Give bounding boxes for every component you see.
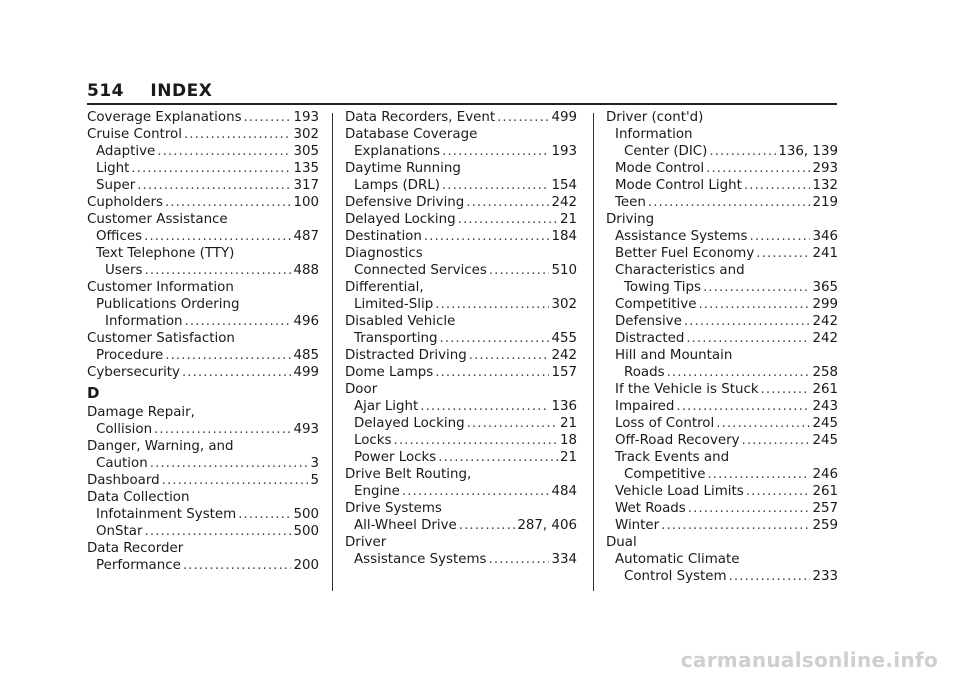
index-entry: [87, 489, 319, 506]
entry-term: Collision: [96, 422, 153, 437]
entry-page: 242: [812, 331, 838, 346]
dot-leader: [182, 364, 291, 381]
entry-page: 135: [293, 161, 319, 176]
index-entry: [87, 404, 319, 421]
entry-term: Coverage Explanations: [87, 110, 242, 125]
entry-page: 500: [293, 507, 319, 522]
entry-term: Super: [96, 178, 136, 193]
entry-page: 243: [812, 399, 838, 414]
dot-leader: [467, 415, 558, 432]
entry-term: Adaptive: [96, 144, 156, 159]
dot-leader: [154, 421, 291, 438]
dot-leader: [183, 557, 292, 574]
dot-leader: [184, 126, 292, 143]
entry-term: Customer Satisfaction: [87, 331, 235, 346]
entry-term: Dual: [606, 535, 637, 550]
dot-leader: [442, 143, 549, 160]
entry-page: 493: [293, 422, 319, 437]
entry-term: Data Recorder: [87, 541, 184, 556]
index-entry: [345, 177, 577, 194]
entry-term: Defensive Driving: [345, 195, 465, 210]
entry-term: Cruise Control: [87, 127, 182, 142]
index-entry: [606, 211, 838, 228]
entry-term: OnStar: [96, 524, 143, 539]
entry-term: Information: [105, 314, 183, 329]
entry-page: 245: [812, 433, 838, 448]
entry-page: 287, 406: [517, 518, 577, 533]
entry-page: 136: [551, 399, 577, 414]
entry-term: Database Coverage: [345, 127, 478, 142]
entry-term: Drive Belt Routing,: [345, 467, 472, 482]
entry-page: 261: [812, 484, 838, 499]
dot-leader: [756, 245, 810, 262]
index-entry: [606, 109, 838, 126]
entry-page: 302: [551, 297, 577, 312]
index-column-3: [606, 109, 838, 585]
entry-term: Distracted: [615, 331, 685, 346]
index-entry: [606, 568, 838, 585]
index-entry: [606, 466, 838, 483]
entry-term: Towing Tips: [624, 280, 701, 295]
entry-page: 258: [812, 365, 838, 380]
index-entry: [606, 534, 838, 551]
index-entry: [345, 245, 577, 262]
index-entry: [87, 279, 319, 296]
index-entry: [87, 557, 319, 574]
index-entry: [345, 500, 577, 517]
index-entry: [87, 313, 319, 330]
entry-page: 245: [812, 416, 838, 431]
entry-page: 485: [293, 348, 319, 363]
entry-page: 257: [812, 501, 838, 516]
entry-page: 200: [293, 558, 319, 573]
entry-term: Cupholders: [87, 195, 163, 210]
entry-term: If the Vehicle is Stuck: [615, 382, 759, 397]
index-entry: [606, 347, 838, 364]
index-entry: [606, 449, 838, 466]
entry-term: Characteristics and: [615, 263, 745, 278]
index-column-1: [87, 109, 319, 574]
index-entry: [606, 126, 838, 143]
index-entry: [606, 194, 838, 211]
dot-leader: [489, 262, 550, 279]
entry-page: 317: [293, 178, 319, 193]
entry-term: Winter: [615, 518, 660, 533]
page-header: [87, 81, 212, 101]
index-entry: [345, 551, 577, 568]
index-entry: [345, 279, 577, 296]
dot-leader: [676, 398, 810, 415]
dot-leader: [459, 517, 516, 534]
entry-term: Differential,: [345, 280, 424, 295]
entry-page: 21: [559, 212, 577, 227]
dot-leader: [746, 483, 811, 500]
index-entry: [606, 177, 838, 194]
entry-term: Locks: [354, 433, 392, 448]
entry-term: Offices: [96, 229, 143, 244]
index-entry: [345, 398, 577, 415]
entry-page: 18: [559, 433, 577, 448]
entry-term: Data Recorders, Event: [345, 110, 496, 125]
dot-leader: [442, 177, 549, 194]
entry-page: 302: [293, 127, 319, 142]
entry-page: 193: [551, 144, 577, 159]
index-entry: [345, 466, 577, 483]
entry-term: Customer Assistance: [87, 212, 228, 227]
entry-page: 21: [559, 416, 577, 431]
dot-leader: [686, 330, 810, 347]
entry-term: Off-Road Recovery: [615, 433, 740, 448]
index-entry: [87, 194, 319, 211]
entry-term: Teen: [615, 195, 646, 210]
entry-page: 21: [559, 450, 577, 465]
index-entry: [345, 432, 577, 449]
index-entry: [87, 228, 319, 245]
entry-page: 233: [812, 569, 838, 584]
entry-page: 500: [293, 524, 319, 539]
dot-leader: [394, 432, 558, 449]
entry-term: Mode Control Light: [615, 178, 742, 193]
entry-term: Hill and Mountain: [615, 348, 733, 363]
entry-term: Text Telephone (TTY): [96, 246, 235, 261]
dot-leader: [716, 415, 810, 432]
dot-leader: [750, 228, 811, 245]
entry-term: Mode Control: [615, 161, 705, 176]
index-entry: [345, 228, 577, 245]
section-letter: D: [87, 384, 100, 402]
dot-leader: [742, 432, 811, 449]
entry-term: Competitive: [624, 467, 706, 482]
index-entry: [87, 455, 319, 472]
index-entry: [345, 296, 577, 313]
dot-leader: [703, 279, 810, 296]
index-entry: [606, 160, 838, 177]
entry-term: Performance: [96, 558, 181, 573]
dot-leader: [145, 262, 292, 279]
dot-leader: [420, 398, 549, 415]
dot-leader: [458, 211, 558, 228]
index-entry: [87, 296, 319, 313]
entry-page: 484: [551, 484, 577, 499]
entry-page: 157: [551, 365, 577, 380]
index-entry: [87, 262, 319, 279]
dot-leader: [466, 194, 549, 211]
entry-page: 184: [551, 229, 577, 244]
entry-term: Procedure: [96, 348, 164, 363]
entry-term: Impaired: [615, 399, 675, 414]
index-entry: [87, 347, 319, 364]
dot-leader: [440, 330, 550, 347]
entry-term: Competitive: [615, 297, 697, 312]
dot-leader: [761, 381, 811, 398]
entry-page: 154: [551, 178, 577, 193]
index-entry: [606, 364, 838, 381]
entry-term: Data Collection: [87, 490, 190, 505]
entry-term: Limited-Slip: [354, 297, 434, 312]
index-entry: [345, 211, 577, 228]
entry-page: 365: [812, 280, 838, 295]
entry-term: Transporting: [354, 331, 438, 346]
dot-leader: [729, 568, 811, 585]
entry-page: 334: [551, 552, 577, 567]
entry-term: Light: [96, 161, 130, 176]
index-entry: [606, 262, 838, 279]
dot-leader: [707, 466, 810, 483]
entry-term: Explanations: [354, 144, 441, 159]
dot-leader: [150, 455, 309, 472]
watermark: carmanualsonline.info: [680, 648, 938, 672]
entry-term: Loss of Control: [615, 416, 715, 431]
dot-leader: [688, 500, 811, 517]
dot-leader: [435, 364, 549, 381]
entry-term: Control System: [624, 569, 727, 584]
index-entry: [345, 347, 577, 364]
dot-leader: [435, 296, 549, 313]
entry-page: 242: [812, 314, 838, 329]
column-divider: [593, 113, 594, 591]
entry-page: 305: [293, 144, 319, 159]
index-entry: [345, 262, 577, 279]
index-entry: [87, 364, 319, 381]
entry-term: Dashboard: [87, 473, 160, 488]
page-title: INDEX: [150, 81, 213, 101]
index-entry: [606, 245, 838, 262]
index-entry: [87, 160, 319, 177]
entry-term: Track Events and: [615, 450, 730, 465]
index-entry: [606, 143, 838, 160]
entry-term: Center (DIC): [624, 144, 708, 159]
entry-term: Cybersecurity: [87, 365, 180, 380]
entry-term: Caution: [96, 456, 148, 471]
entry-term: Diagnostics: [345, 246, 423, 261]
dot-leader: [157, 143, 291, 160]
entry-page: 246: [812, 467, 838, 482]
dot-leader: [162, 472, 309, 489]
entry-term: Assistance Systems: [615, 229, 748, 244]
index-entry: [606, 228, 838, 245]
entry-page: 241: [812, 246, 838, 261]
index-entry: [87, 143, 319, 160]
dot-leader: [706, 160, 810, 177]
entry-term: Driving: [606, 212, 655, 227]
index-entry: [345, 483, 577, 500]
index-entry: [345, 415, 577, 432]
entry-page: 488: [293, 263, 319, 278]
index-entry: [345, 364, 577, 381]
index-entry: [606, 500, 838, 517]
entry-term: Power Locks: [354, 450, 437, 465]
entry-page: 5: [310, 473, 319, 488]
entry-term: Damage Repair,: [87, 405, 195, 420]
index-entry: [345, 126, 577, 143]
entry-term: Automatic Climate: [615, 552, 740, 567]
entry-term: Drive Systems: [345, 501, 442, 516]
dot-leader: [185, 313, 292, 330]
entry-term: Distracted Driving: [345, 348, 467, 363]
entry-page: 499: [293, 365, 319, 380]
index-column-2: [345, 109, 577, 568]
entry-term: Wet Roads: [615, 501, 686, 516]
entry-page: 455: [551, 331, 577, 346]
dot-leader: [145, 523, 292, 540]
entry-page: 299: [812, 297, 838, 312]
entry-term: Assistance Systems: [354, 552, 487, 567]
dot-leader: [424, 228, 550, 245]
entry-page: 3: [310, 456, 319, 471]
entry-term: Daytime Running: [345, 161, 461, 176]
entry-term: Infotainment System: [96, 507, 237, 522]
index-entry: [87, 438, 319, 455]
index-entry: [345, 109, 577, 126]
column-divider: [332, 113, 333, 591]
index-entry: [87, 245, 319, 262]
entry-term: Lamps (DRL): [354, 178, 440, 193]
entry-term: All-Wheel Drive: [354, 518, 457, 533]
index-entry: [606, 432, 838, 449]
dot-leader: [238, 506, 291, 523]
index-entry: [345, 449, 577, 466]
index-entry: [345, 313, 577, 330]
entry-page: 259: [812, 518, 838, 533]
index-entry: [87, 211, 319, 228]
index-entry: [606, 279, 838, 296]
index-entry: [345, 534, 577, 551]
index-entry: [606, 296, 838, 313]
index-entry: [87, 126, 319, 143]
index-entry: [87, 472, 319, 489]
entry-term: Door: [345, 382, 378, 397]
entry-term: Driver: [345, 535, 387, 550]
dot-leader: [438, 449, 558, 466]
index-entry: [345, 330, 577, 347]
index-entry: [606, 330, 838, 347]
dot-leader: [648, 194, 811, 211]
entry-term: Driver (cont'd): [606, 110, 704, 125]
entry-term: Delayed Locking: [354, 416, 465, 431]
index-entry: [606, 517, 838, 534]
dot-leader: [744, 177, 811, 194]
entry-term: Connected Services: [354, 263, 487, 278]
dot-leader: [469, 347, 550, 364]
index-entry: [87, 506, 319, 523]
entry-term: Dome Lamps: [345, 365, 434, 380]
index-entry: [345, 381, 577, 398]
index-entry: [345, 194, 577, 211]
entry-term: Vehicle Load Limits: [615, 484, 744, 499]
entry-page: 261: [812, 382, 838, 397]
entry-term: Customer Information: [87, 280, 234, 295]
dot-leader: [144, 228, 291, 245]
entry-term: Disabled Vehicle: [345, 314, 456, 329]
entry-page: 293: [812, 161, 838, 176]
entry-term: Information: [615, 127, 693, 142]
dot-leader: [244, 109, 292, 126]
entry-page: 499: [551, 110, 577, 125]
index-entry: [345, 160, 577, 177]
dot-leader: [497, 109, 549, 126]
dot-leader: [684, 313, 811, 330]
entry-term: Ajar Light: [354, 399, 419, 414]
entry-page: 496: [293, 314, 319, 329]
index-entry: [87, 540, 319, 557]
dot-leader: [402, 483, 550, 500]
dot-leader: [489, 551, 550, 568]
index-entry: [87, 177, 319, 194]
index-entry: [606, 398, 838, 415]
entry-page: 242: [551, 348, 577, 363]
dot-leader: [709, 143, 776, 160]
index-entry: [345, 143, 577, 160]
index-entry: [87, 421, 319, 438]
entry-term: Defensive: [615, 314, 682, 329]
entry-page: 136, 139: [778, 144, 838, 159]
dot-leader: [165, 347, 291, 364]
dot-leader: [165, 194, 291, 211]
entry-term: Publications Ordering: [96, 297, 240, 312]
entry-page: 219: [812, 195, 838, 210]
entry-term: Users: [105, 263, 143, 278]
entry-page: 242: [551, 195, 577, 210]
index-entry: [87, 330, 319, 347]
index-entry: [606, 415, 838, 432]
entry-term: Engine: [354, 484, 400, 499]
dot-leader: [661, 517, 810, 534]
index-entry: [606, 313, 838, 330]
entry-page: 100: [293, 195, 319, 210]
entry-term: Better Fuel Economy: [615, 246, 755, 261]
index-entry: [87, 109, 319, 126]
index-entry: [606, 483, 838, 500]
entry-term: Delayed Locking: [345, 212, 456, 227]
entry-page: 487: [293, 229, 319, 244]
entry-page: 346: [812, 229, 838, 244]
index-entry: [345, 517, 577, 534]
entry-term: Destination: [345, 229, 422, 244]
entry-page: 132: [812, 178, 838, 193]
entry-page: 510: [551, 263, 577, 278]
index-entry: [606, 551, 838, 568]
dot-leader: [131, 160, 291, 177]
index-entry: [606, 381, 838, 398]
page-number: 514: [87, 81, 124, 101]
header-rule: [87, 103, 837, 105]
dot-leader: [667, 364, 811, 381]
entry-term: Roads: [624, 365, 665, 380]
dot-leader: [698, 296, 810, 313]
entry-term: Danger, Warning, and: [87, 439, 234, 454]
dot-leader: [137, 177, 291, 194]
entry-page: 193: [293, 110, 319, 125]
index-entry: [87, 523, 319, 540]
